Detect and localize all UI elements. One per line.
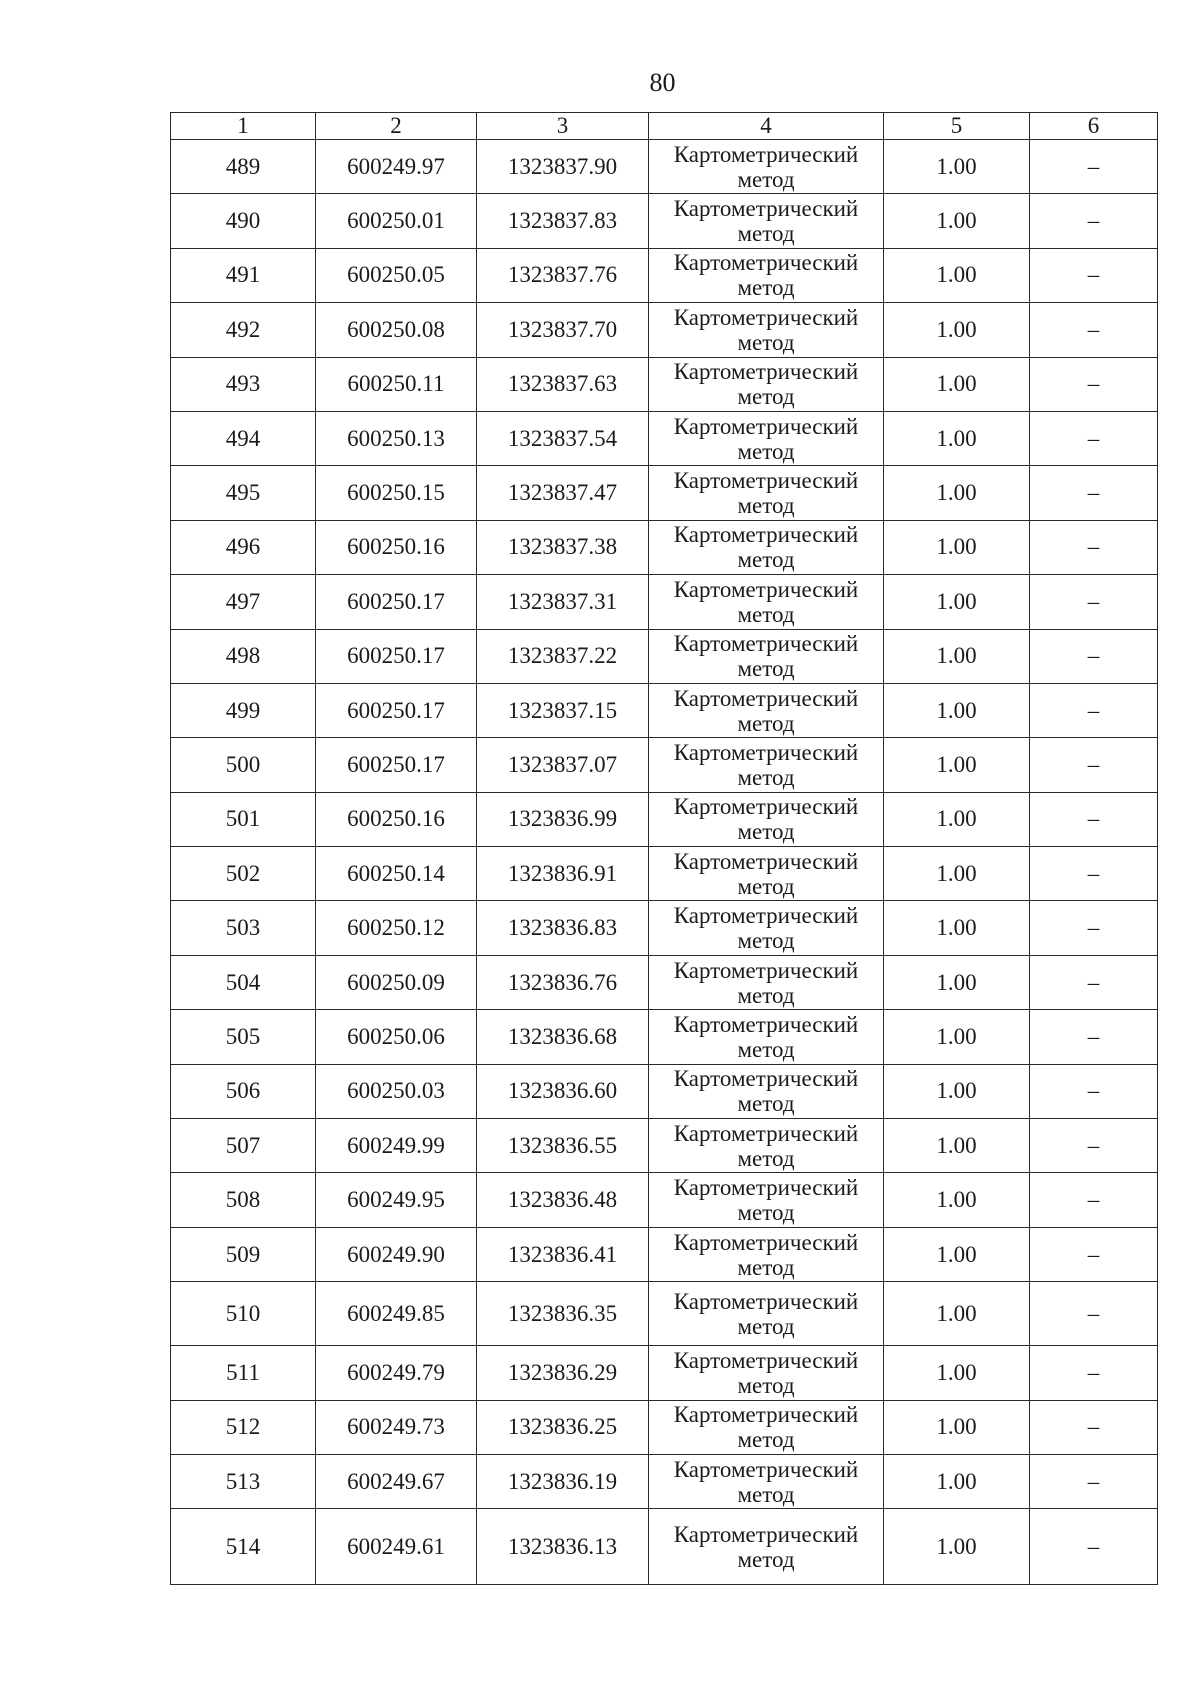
cell-method — [649, 683, 884, 737]
cell-x-coordinate: 600249.90 — [316, 1227, 477, 1281]
header-row — [171, 113, 1158, 140]
cell-method — [649, 466, 884, 520]
cell-note: – — [1030, 520, 1158, 574]
table-row — [171, 1173, 1158, 1227]
table-row — [171, 303, 1158, 357]
cell-y-coordinate: 1323836.91 — [477, 847, 649, 901]
cell-x-coordinate: 600249.67 — [316, 1454, 477, 1508]
cell-note: – — [1030, 466, 1158, 520]
cell-point-number: 510 — [171, 1282, 316, 1346]
cell-method — [649, 303, 884, 357]
cell-note: – — [1030, 248, 1158, 302]
cell-x-coordinate: 600250.03 — [316, 1064, 477, 1118]
cell-accuracy: 1.00 — [884, 1010, 1030, 1064]
cell-y-coordinate: 1323836.19 — [477, 1454, 649, 1508]
method-text: Картометрический метод — [673, 250, 859, 301]
cell-x-coordinate: 600250.16 — [316, 792, 477, 846]
cell-accuracy: 1.00 — [884, 303, 1030, 357]
cell-point-number: 508 — [171, 1173, 316, 1227]
cell-x-coordinate: 600250.17 — [316, 629, 477, 683]
method-text: Картометрический метод — [673, 848, 859, 899]
table-row — [171, 1509, 1158, 1585]
method-text: Картометрический метод — [673, 685, 859, 736]
cell-note: – — [1030, 629, 1158, 683]
cell-method — [649, 1454, 884, 1508]
method-text: Картометрический метод — [673, 1066, 859, 1117]
cell-x-coordinate: 600250.17 — [316, 738, 477, 792]
cell-accuracy: 1.00 — [884, 140, 1030, 194]
cell-method — [649, 194, 884, 248]
cell-accuracy: 1.00 — [884, 1282, 1030, 1346]
cell-note: – — [1030, 1119, 1158, 1173]
method-text: Картометрический метод — [673, 739, 859, 790]
cell-x-coordinate: 600249.79 — [316, 1346, 477, 1400]
cell-x-coordinate: 600250.15 — [316, 466, 477, 520]
cell-y-coordinate: 1323836.25 — [477, 1400, 649, 1454]
table-row — [171, 1454, 1158, 1508]
table-row — [171, 194, 1158, 248]
cell-y-coordinate: 1323836.41 — [477, 1227, 649, 1281]
cell-point-number: 512 — [171, 1400, 316, 1454]
cell-note: – — [1030, 303, 1158, 357]
cell-point-number: 499 — [171, 683, 316, 737]
table-row — [171, 140, 1158, 194]
cell-y-coordinate: 1323836.60 — [477, 1064, 649, 1118]
cell-method — [649, 1119, 884, 1173]
cell-y-coordinate: 1323836.99 — [477, 792, 649, 846]
cell-point-number: 497 — [171, 575, 316, 629]
cell-method — [649, 575, 884, 629]
cell-x-coordinate: 600250.17 — [316, 575, 477, 629]
cell-x-coordinate: 600250.05 — [316, 248, 477, 302]
cell-y-coordinate: 1323837.54 — [477, 411, 649, 465]
cell-y-coordinate: 1323837.90 — [477, 140, 649, 194]
method-text: Картометрический метод — [673, 1402, 859, 1453]
cell-method — [649, 1400, 884, 1454]
cell-note: – — [1030, 194, 1158, 248]
cell-accuracy: 1.00 — [884, 411, 1030, 465]
cell-accuracy: 1.00 — [884, 1173, 1030, 1227]
cell-accuracy: 1.00 — [884, 575, 1030, 629]
table-row — [171, 466, 1158, 520]
cell-accuracy: 1.00 — [884, 847, 1030, 901]
cell-y-coordinate: 1323837.31 — [477, 575, 649, 629]
cell-method — [649, 520, 884, 574]
method-text: Картометрический метод — [673, 304, 859, 355]
cell-note: – — [1030, 411, 1158, 465]
cell-y-coordinate: 1323837.15 — [477, 683, 649, 737]
cell-point-number: 500 — [171, 738, 316, 792]
cell-accuracy: 1.00 — [884, 792, 1030, 846]
cell-point-number: 507 — [171, 1119, 316, 1173]
method-text: Картометрический метод — [673, 631, 859, 682]
cell-y-coordinate: 1323837.47 — [477, 466, 649, 520]
table-row — [171, 1282, 1158, 1346]
cell-accuracy: 1.00 — [884, 1227, 1030, 1281]
method-text: Картометрический метод — [673, 1120, 859, 1171]
cell-note: – — [1030, 683, 1158, 737]
table-row — [171, 1400, 1158, 1454]
cell-note: – — [1030, 357, 1158, 411]
method-text: Картометрический метод — [673, 794, 859, 845]
cell-y-coordinate: 1323836.35 — [477, 1282, 649, 1346]
cell-x-coordinate: 600250.08 — [316, 303, 477, 357]
method-text: Картометрический метод — [673, 957, 859, 1008]
cell-note: – — [1030, 140, 1158, 194]
cell-accuracy: 1.00 — [884, 1119, 1030, 1173]
method-text: Картометрический метод — [673, 1521, 859, 1572]
cell-x-coordinate: 600250.13 — [316, 411, 477, 465]
method-text: Картометрический метод — [673, 522, 859, 573]
method-text: Картометрический метод — [673, 468, 859, 519]
table-row — [171, 575, 1158, 629]
cell-point-number: 505 — [171, 1010, 316, 1064]
cell-y-coordinate: 1323836.13 — [477, 1509, 649, 1585]
cell-accuracy: 1.00 — [884, 466, 1030, 520]
cell-accuracy: 1.00 — [884, 194, 1030, 248]
cell-point-number: 511 — [171, 1346, 316, 1400]
cell-method — [649, 1346, 884, 1400]
cell-accuracy: 1.00 — [884, 357, 1030, 411]
table-row — [171, 357, 1158, 411]
header-col-2: 2 — [316, 113, 477, 140]
cell-y-coordinate: 1323837.63 — [477, 357, 649, 411]
cell-note: – — [1030, 1282, 1158, 1346]
table-row — [171, 683, 1158, 737]
table-row — [171, 248, 1158, 302]
method-text: Картометрический метод — [673, 141, 859, 192]
cell-y-coordinate: 1323837.22 — [477, 629, 649, 683]
cell-note: – — [1030, 901, 1158, 955]
cell-accuracy: 1.00 — [884, 248, 1030, 302]
coordinates-table — [170, 112, 1158, 1585]
cell-y-coordinate: 1323837.07 — [477, 738, 649, 792]
cell-point-number: 491 — [171, 248, 316, 302]
header-col-5: 5 — [884, 113, 1030, 140]
cell-x-coordinate: 600249.95 — [316, 1173, 477, 1227]
cell-y-coordinate: 1323836.48 — [477, 1173, 649, 1227]
cell-note: – — [1030, 1346, 1158, 1400]
cell-y-coordinate: 1323836.55 — [477, 1119, 649, 1173]
table-row — [171, 901, 1158, 955]
cell-point-number: 514 — [171, 1509, 316, 1585]
page-number: 80 — [649, 68, 676, 97]
cell-note: – — [1030, 738, 1158, 792]
cell-note: – — [1030, 847, 1158, 901]
method-text: Картометрический метод — [673, 1175, 859, 1226]
cell-y-coordinate: 1323836.29 — [477, 1346, 649, 1400]
cell-method — [649, 1227, 884, 1281]
header-col-1: 1 — [171, 113, 316, 140]
cell-x-coordinate: 600249.99 — [316, 1119, 477, 1173]
table-row — [171, 1119, 1158, 1173]
cell-x-coordinate: 600250.14 — [316, 847, 477, 901]
table-row — [171, 792, 1158, 846]
cell-y-coordinate: 1323836.76 — [477, 955, 649, 1009]
cell-accuracy: 1.00 — [884, 629, 1030, 683]
cell-accuracy: 1.00 — [884, 738, 1030, 792]
table-row — [171, 738, 1158, 792]
cell-accuracy: 1.00 — [884, 955, 1030, 1009]
cell-note: – — [1030, 1064, 1158, 1118]
table-row — [171, 1346, 1158, 1400]
cell-method — [649, 1010, 884, 1064]
cell-x-coordinate: 600250.09 — [316, 955, 477, 1009]
cell-accuracy: 1.00 — [884, 520, 1030, 574]
cell-y-coordinate: 1323837.76 — [477, 248, 649, 302]
cell-accuracy: 1.00 — [884, 1454, 1030, 1508]
cell-method — [649, 1509, 884, 1585]
cell-method — [649, 1064, 884, 1118]
method-text: Картометрический метод — [673, 1347, 859, 1398]
header-col-4: 4 — [649, 113, 884, 140]
cell-x-coordinate: 600249.73 — [316, 1400, 477, 1454]
cell-method — [649, 847, 884, 901]
table-row — [171, 847, 1158, 901]
cell-accuracy: 1.00 — [884, 683, 1030, 737]
cell-note: – — [1030, 792, 1158, 846]
cell-point-number: 490 — [171, 194, 316, 248]
table-row — [171, 411, 1158, 465]
cell-note: – — [1030, 575, 1158, 629]
cell-note: – — [1030, 1010, 1158, 1064]
cell-x-coordinate: 600250.11 — [316, 357, 477, 411]
table-row — [171, 955, 1158, 1009]
cell-note: – — [1030, 1173, 1158, 1227]
cell-point-number: 495 — [171, 466, 316, 520]
cell-x-coordinate: 600249.61 — [316, 1509, 477, 1585]
cell-method — [649, 738, 884, 792]
cell-note: – — [1030, 1454, 1158, 1508]
cell-point-number: 509 — [171, 1227, 316, 1281]
cell-x-coordinate: 600250.01 — [316, 194, 477, 248]
header-col-6: 6 — [1030, 113, 1158, 140]
method-text: Картометрический метод — [673, 576, 859, 627]
method-text: Картометрический метод — [673, 1288, 859, 1339]
cell-note: – — [1030, 955, 1158, 1009]
cell-point-number: 493 — [171, 357, 316, 411]
cell-accuracy: 1.00 — [884, 1400, 1030, 1454]
cell-y-coordinate: 1323837.70 — [477, 303, 649, 357]
cell-method — [649, 248, 884, 302]
cell-note: – — [1030, 1400, 1158, 1454]
cell-point-number: 502 — [171, 847, 316, 901]
cell-x-coordinate: 600250.06 — [316, 1010, 477, 1064]
table-row — [171, 1010, 1158, 1064]
cell-point-number: 504 — [171, 955, 316, 1009]
cell-point-number: 489 — [171, 140, 316, 194]
cell-method — [649, 411, 884, 465]
cell-accuracy: 1.00 — [884, 1346, 1030, 1400]
table-header — [171, 113, 1158, 140]
cell-method — [649, 792, 884, 846]
method-text: Картометрический метод — [673, 1011, 859, 1062]
cell-method — [649, 629, 884, 683]
cell-method — [649, 140, 884, 194]
cell-y-coordinate: 1323837.83 — [477, 194, 649, 248]
table-row — [171, 1227, 1158, 1281]
table-row — [171, 520, 1158, 574]
cell-point-number: 498 — [171, 629, 316, 683]
table-body — [171, 140, 1158, 1585]
method-text: Картометрический метод — [673, 1456, 859, 1507]
cell-method — [649, 955, 884, 1009]
cell-x-coordinate: 600250.16 — [316, 520, 477, 574]
cell-method — [649, 357, 884, 411]
method-text: Картометрический метод — [673, 1229, 859, 1280]
cell-accuracy: 1.00 — [884, 901, 1030, 955]
cell-accuracy: 1.00 — [884, 1064, 1030, 1118]
cell-note: – — [1030, 1509, 1158, 1585]
cell-x-coordinate: 600249.97 — [316, 140, 477, 194]
cell-point-number: 494 — [171, 411, 316, 465]
cell-x-coordinate: 600250.17 — [316, 683, 477, 737]
cell-point-number: 513 — [171, 1454, 316, 1508]
cell-point-number: 503 — [171, 901, 316, 955]
method-text: Картометрический метод — [673, 359, 859, 410]
header-col-3: 3 — [477, 113, 649, 140]
cell-x-coordinate: 600249.85 — [316, 1282, 477, 1346]
method-text: Картометрический метод — [673, 413, 859, 464]
cell-point-number: 492 — [171, 303, 316, 357]
cell-x-coordinate: 600250.12 — [316, 901, 477, 955]
table-row — [171, 1064, 1158, 1118]
cell-method — [649, 1282, 884, 1346]
method-text: Картометрический метод — [673, 903, 859, 954]
cell-method — [649, 901, 884, 955]
cell-point-number: 501 — [171, 792, 316, 846]
cell-method — [649, 1173, 884, 1227]
cell-y-coordinate: 1323836.83 — [477, 901, 649, 955]
cell-note: – — [1030, 1227, 1158, 1281]
cell-point-number: 506 — [171, 1064, 316, 1118]
cell-point-number: 496 — [171, 520, 316, 574]
method-text: Картометрический метод — [673, 196, 859, 247]
table-row — [171, 629, 1158, 683]
cell-y-coordinate: 1323836.68 — [477, 1010, 649, 1064]
cell-accuracy: 1.00 — [884, 1509, 1030, 1585]
cell-y-coordinate: 1323837.38 — [477, 520, 649, 574]
